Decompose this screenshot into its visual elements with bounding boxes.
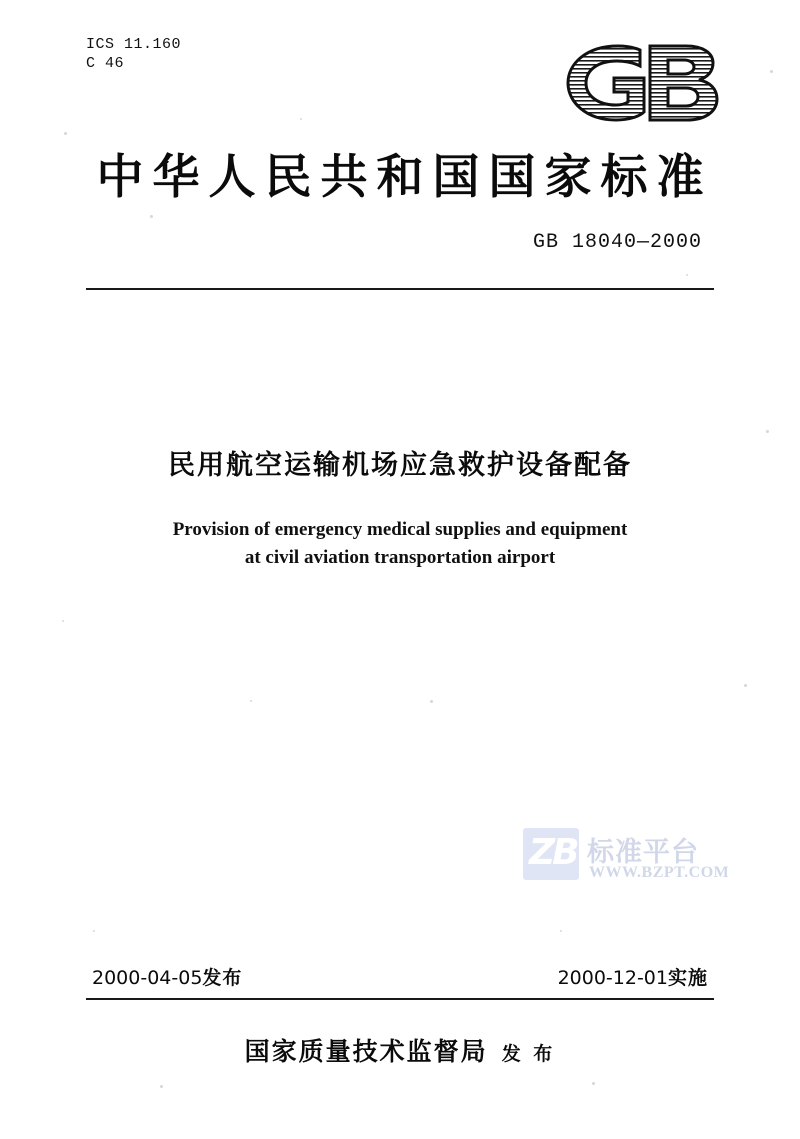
footer-divider — [86, 998, 714, 1000]
issue-date-value: 2000-04-05 — [92, 967, 203, 989]
implementation-date — [558, 963, 708, 990]
paper-speck — [160, 1085, 163, 1088]
implementation-date-value: 2000-12-01 — [557, 967, 668, 989]
watermark-mark: ZB — [529, 832, 577, 873]
document-title-chinese: 民用航空运输机场应急救护设备配备 — [168, 450, 632, 481]
paper-speck — [62, 620, 64, 622]
watermark-url: WWW.BZPT.COM — [589, 864, 730, 881]
document-title-english-line2: at civil aviation transportation airport — [244, 546, 556, 568]
publisher-verb: 发 布 — [501, 1043, 556, 1065]
paper-speck — [560, 930, 562, 932]
gb-logo-icon — [558, 40, 728, 126]
paper-speck — [766, 430, 769, 433]
watermark-logo-icon — [523, 828, 579, 880]
paper-speck — [250, 700, 252, 702]
document-title-english — [110, 516, 690, 571]
ics-classification — [86, 36, 181, 74]
national-standard-title: 中华人民共和国国家标准 — [96, 150, 713, 205]
paper-speck — [770, 70, 773, 73]
paper-speck — [430, 700, 433, 703]
paper-speck — [592, 1082, 595, 1085]
header-divider — [86, 288, 714, 290]
watermark-text: 标准平台 — [587, 837, 699, 868]
watermark — [523, 828, 755, 890]
paper-speck — [686, 274, 688, 276]
issue-date — [92, 963, 242, 990]
publisher-name: 国家质量技术监督局 — [244, 1037, 488, 1066]
implementation-date-label: 实施 — [667, 967, 708, 989]
paper-speck — [64, 132, 67, 135]
ics-number: ICS 11.160 — [86, 36, 182, 53]
ccs-number: C 46 — [86, 54, 125, 72]
standard-number: GB 18040—2000 — [532, 231, 702, 254]
publisher-line — [0, 1032, 800, 1068]
document-title-english-line1: Provision of emergency medical supplies and equipment — [172, 519, 628, 540]
issue-date-label: 发布 — [202, 967, 243, 989]
paper-speck — [150, 215, 153, 218]
paper-speck — [93, 930, 95, 932]
paper-speck — [744, 684, 747, 687]
paper-speck — [300, 118, 302, 120]
